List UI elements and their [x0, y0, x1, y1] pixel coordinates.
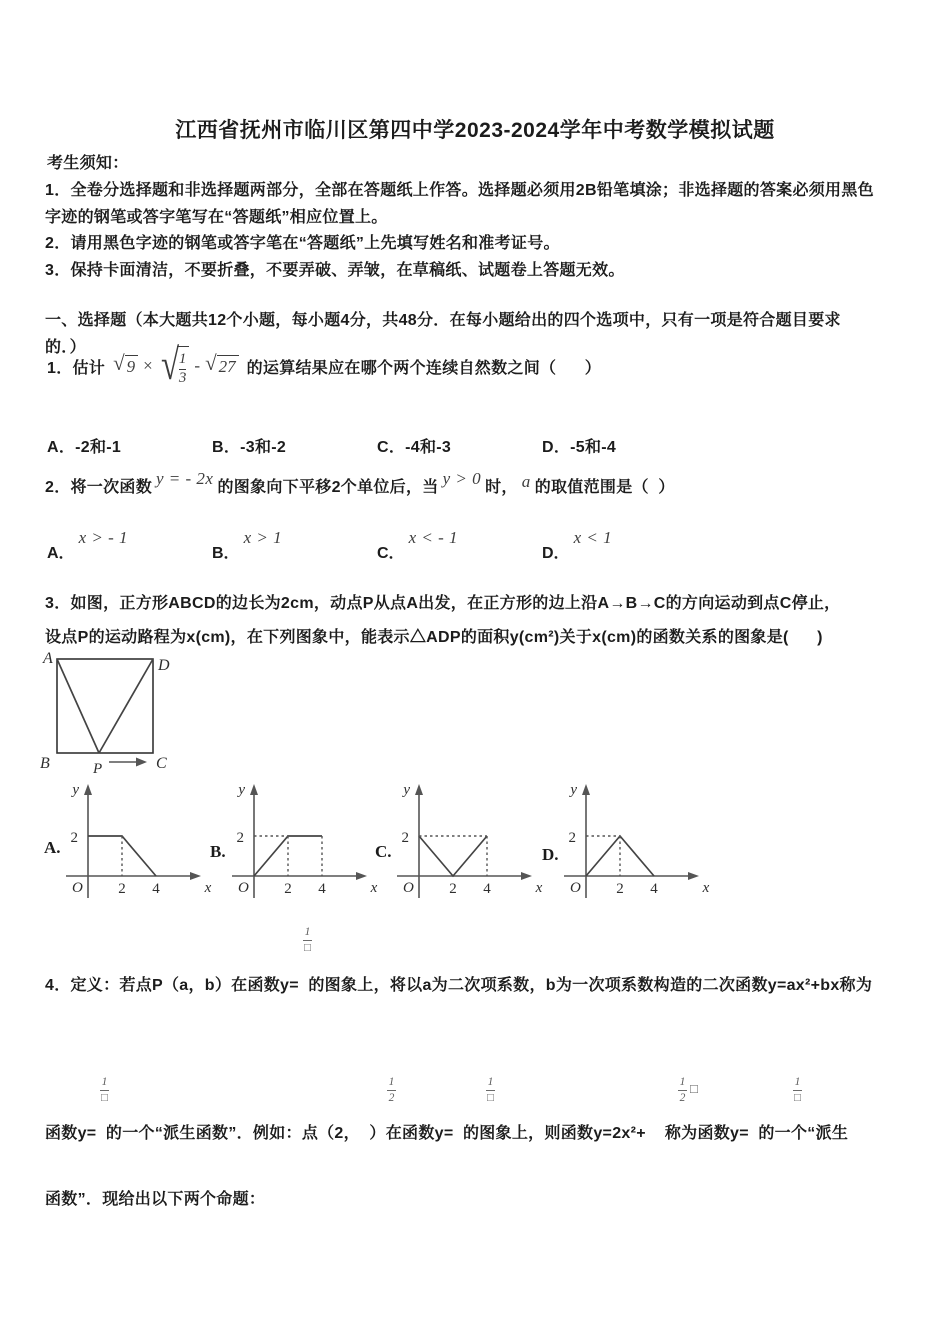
q4-fraction-3: 1 □: [487, 1076, 494, 1104]
sqrt-27: √ 27: [205, 355, 239, 377]
graph-option-a: [58, 782, 218, 904]
q1-option-d: D．-5和-4: [542, 439, 617, 456]
question-1: [47, 340, 602, 389]
origin-label: O: [403, 880, 414, 896]
x-tick-4: 4: [650, 881, 658, 897]
q4-fraction-4-box: □: [690, 1081, 698, 1096]
y-axis-arrow: [250, 784, 258, 795]
graph-option-d: [556, 782, 716, 904]
label-corner-d: D: [158, 657, 170, 674]
x-tick-2: 2: [449, 881, 457, 897]
x-tick-2: 2: [616, 881, 624, 897]
x-axis-label: x: [535, 880, 543, 896]
q2-option-d-letter: D．: [542, 545, 570, 562]
x-axis-label: x: [370, 880, 378, 896]
y-axis-label: y: [238, 782, 245, 798]
q2-option-c-letter: C．: [377, 545, 405, 562]
notice-line-2: 2．请用黑色字迹的钢笔或答字笔在“答题纸”上先填写姓名和准考证号。: [45, 235, 560, 252]
y-axis-label: y: [72, 782, 79, 798]
section-1-heading-cont: 的．）: [45, 339, 86, 356]
x-tick-2: 2: [118, 881, 126, 897]
notice-heading: 考生须知：: [47, 155, 129, 172]
q4-fraction-4: 1 2 □: [679, 1076, 698, 1104]
x-axis-arrow: [190, 872, 201, 880]
y-tick-2: 2: [568, 830, 576, 846]
y-axis-arrow: [84, 784, 92, 795]
q2-math-variable: a: [521, 471, 531, 491]
y-axis-label: y: [403, 782, 410, 798]
q2-seg4: 的取值范围是（ ）: [534, 479, 675, 496]
q2-option-b-letter: B．: [212, 545, 240, 562]
origin-label: O: [570, 880, 581, 896]
y-axis-label: y: [570, 782, 577, 798]
q4-fraction-2: 1 2: [388, 1076, 395, 1104]
q1-option-c: C．-4和-3: [377, 439, 452, 456]
sqrt-one-third: √ $\frac{1}{3}$: [158, 346, 190, 387]
x-axis-label: x: [702, 880, 710, 896]
question-2: [45, 468, 675, 497]
x-tick-4: 4: [152, 881, 160, 897]
q4-fraction-above: 1 □: [304, 926, 311, 954]
x-tick-2: 2: [284, 881, 292, 897]
x-axis-arrow: [688, 872, 699, 880]
sqrt-9: √ 9: [113, 355, 138, 377]
q2-option-b-math: x > 1: [243, 528, 283, 547]
times-sign: ×: [143, 356, 153, 376]
graph-c-curve: [419, 836, 487, 876]
q1-option-a: A．-2和-1: [47, 439, 122, 456]
origin-label: O: [72, 880, 83, 896]
square-outline: [57, 659, 153, 753]
graph-c-letter: C.: [375, 842, 392, 861]
q2-seg2: 的图象向下平移2个单位后，当: [217, 479, 439, 496]
graph-option-b: [224, 782, 384, 904]
graph-a-letter: A.: [44, 838, 61, 857]
q1-suffix: 的运算结果应在哪个两个连续自然数之间（ ）: [246, 359, 602, 377]
q3-line-2: 设点P的运动路程为x(cm)，在下列图象中，能表示△ADP的面积y(cm²)关于x(cm)的函数关系的图象是( ): [45, 629, 823, 646]
q2-option-d-math: x < 1: [573, 528, 613, 547]
q1-formula: [111, 340, 240, 389]
label-corner-c: C: [156, 755, 167, 772]
y-tick-2: 2: [236, 830, 244, 846]
q4-fraction-5: 1 □: [794, 1076, 801, 1104]
graph-d-letter: D.: [542, 845, 559, 864]
section-1-heading: 一、选择题（本大题共12个小题，每小题4分，共48分．在每小题给出的四个选项中，只有一项是符合题目要求: [45, 312, 841, 329]
q2-option-d: [542, 528, 612, 563]
q2-option-a: [47, 528, 128, 563]
graph-b-letter: B.: [210, 842, 226, 861]
y-tick-2: 2: [70, 830, 78, 846]
q2-option-c-math: x < - 1: [408, 528, 458, 547]
segment-d-p: [99, 659, 153, 753]
q2-math-function: y = - 2x: [156, 468, 214, 488]
y-tick-2: 2: [401, 830, 409, 846]
x-axis-arrow: [356, 872, 367, 880]
q2-option-a-letter: A．: [47, 545, 75, 562]
q4-fraction-1: 1 □: [101, 1076, 108, 1104]
q4-line-2: 函数y= 的一个“派生函数”．例如：点（2， ）在函数y= 的图象上，则函数y=2x²+ 称为函数y= 的一个“派生: [45, 1125, 849, 1142]
q2-seg1: 2．将一次函数: [45, 479, 152, 496]
notice-line-1b: 字迹的钢笔或答字笔写在“答题纸”相应位置上。: [45, 209, 388, 226]
q2-option-c: [377, 528, 458, 563]
q1-option-b: B．-3和-2: [212, 439, 287, 456]
x-tick-4: 4: [483, 881, 491, 897]
motion-arrow-head: [136, 758, 147, 767]
y-axis-arrow: [415, 784, 423, 795]
label-point-p: P: [93, 761, 103, 777]
q2-seg3: 时，: [485, 479, 518, 496]
x-axis-label: x: [204, 880, 212, 896]
q4-line-1: 4．定义：若点P（a，b）在函数y= 的图象上，将以a为二次项系数，b为一次项系数构造的二次函数y=ax²+bx称为: [45, 977, 873, 994]
segment-a-p: [57, 659, 99, 753]
square-figure: [35, 645, 185, 780]
label-corner-b: B: [40, 755, 50, 772]
q1-prefix: 1．估计: [47, 359, 106, 377]
q2-option-a-math: x > - 1: [78, 528, 128, 547]
q2-math-condition: y > 0: [442, 468, 482, 488]
notice-line-3: 3．保持卡面清洁，不要折叠，不要弄破、弄皱，在草稿纸、试题卷上答题无效。: [45, 262, 625, 279]
q4-line-3: 函数”．现给出以下两个命题：: [45, 1191, 266, 1208]
page-title: 江西省抚州市临川区第四中学2023-2024学年中考数学模拟试题: [175, 119, 775, 142]
q3-line-1: 3．如图，正方形ABCD的边长为2cm，动点P从点A出发，在正方形的边上沿A→B→C的方向运动到点C停止，: [45, 595, 841, 612]
y-axis-arrow: [582, 784, 590, 795]
origin-label: O: [238, 880, 249, 896]
label-corner-a: A: [43, 650, 53, 667]
x-axis-arrow: [521, 872, 532, 880]
notice-line-1: 1．全卷分选择题和非选择题两部分，全部在答题纸上作答。选择题必须用2B铅笔填涂；非选择题的答案必须用黑色: [45, 182, 874, 199]
minus-sign: -: [194, 356, 201, 376]
q2-option-b: [212, 528, 282, 563]
x-tick-4: 4: [318, 881, 326, 897]
graph-option-c: [389, 782, 549, 904]
